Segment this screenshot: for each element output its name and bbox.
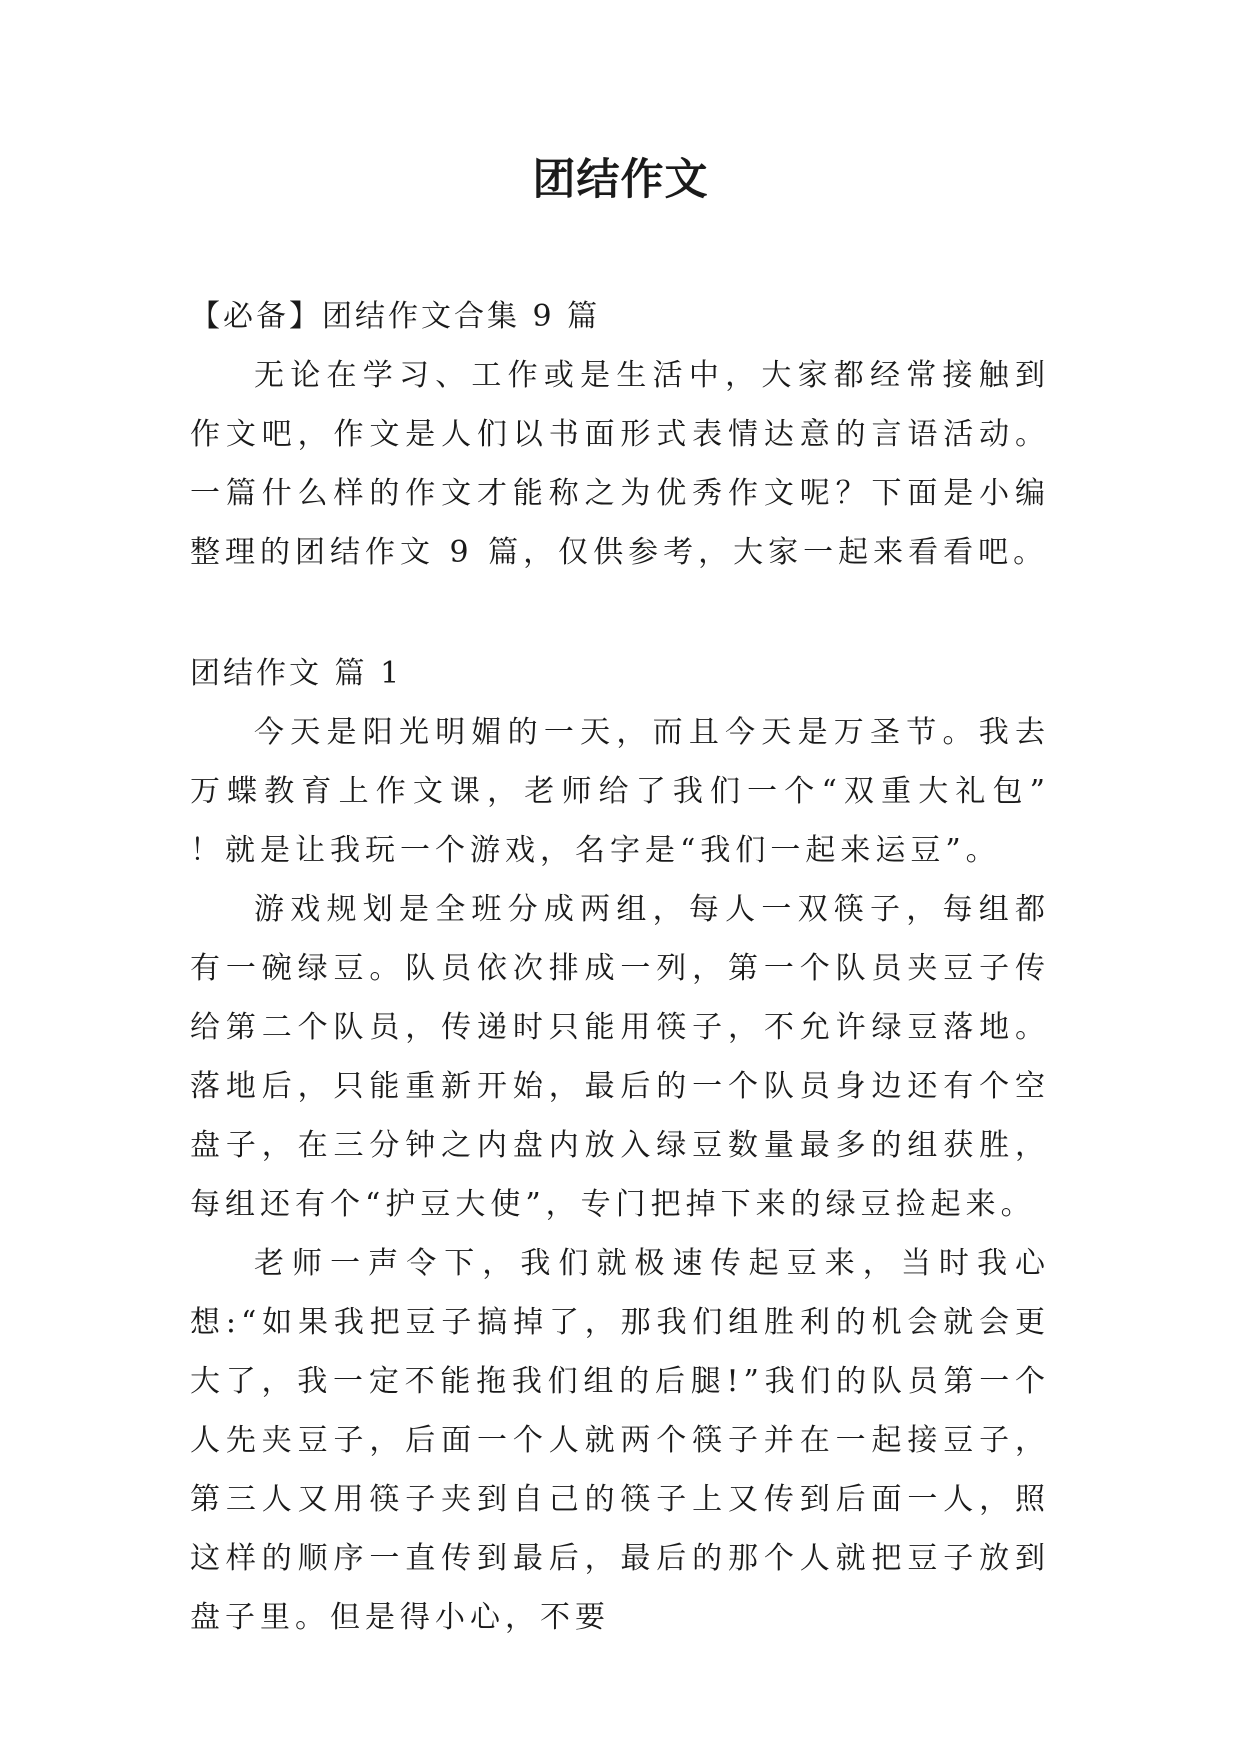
intro-paragraph: 无论在学习、工作或是生活中，大家都经常接触到作文吧，作文是人们以书面形式表情达意的言语活动。一篇什么样的作文才能称之为优秀作文呢？下面是小编整理的团结作文 9 篇，仅供参考，大家一起来看看吧。 xyxy=(190,358,1050,570)
collection-heading: 【必备】团结作文合集 9 篇 xyxy=(190,299,601,334)
section-paragraph: 游戏规划是全班分成两组，每人一双筷子，每组都有一碗绿豆。队员依次排成一列，第一个队员夹豆子传给第二个队员，传递时只能用筷子，不允许绿豆落地。落地后，只能重新开始，最后的一个队员身边还有个空盘子，在三分钟之内盘内放入绿豆数量最多的组获胜，每组还有个“护豆大使”，专门把掉下来的绿豆捡起来。 xyxy=(190,892,1050,1222)
document-title: 团结作文 xyxy=(532,155,709,205)
section-paragraph: 老师一声令下，我们就极速传起豆来，当时我心想:“如果我把豆子搞掉了，那我们组胜利的机会就会更大了，我一定不能拖我们组的后腿!”我们的队员第一个人先夹豆子，后面一个人就两个筷子并在一起接豆子，第三人又用筷子夹到自己的筷子上又传到后面一人，照这样的顺序一直传到最后，最后的那个人就把豆子放到盘子里。但是得小心，不要 xyxy=(190,1246,1050,1635)
section-heading: 团结作文 篇 1 xyxy=(190,656,403,691)
section-paragraph: 今天是阳光明媚的一天，而且今天是万圣节。我去万蝶教育上作文课，老师给了我们一个“双重大礼包” ！就是让我玩一个游戏，名字是“我们一起来运豆”。 xyxy=(190,715,1050,868)
section-spacer xyxy=(190,582,1050,644)
document-body xyxy=(190,287,1050,1647)
